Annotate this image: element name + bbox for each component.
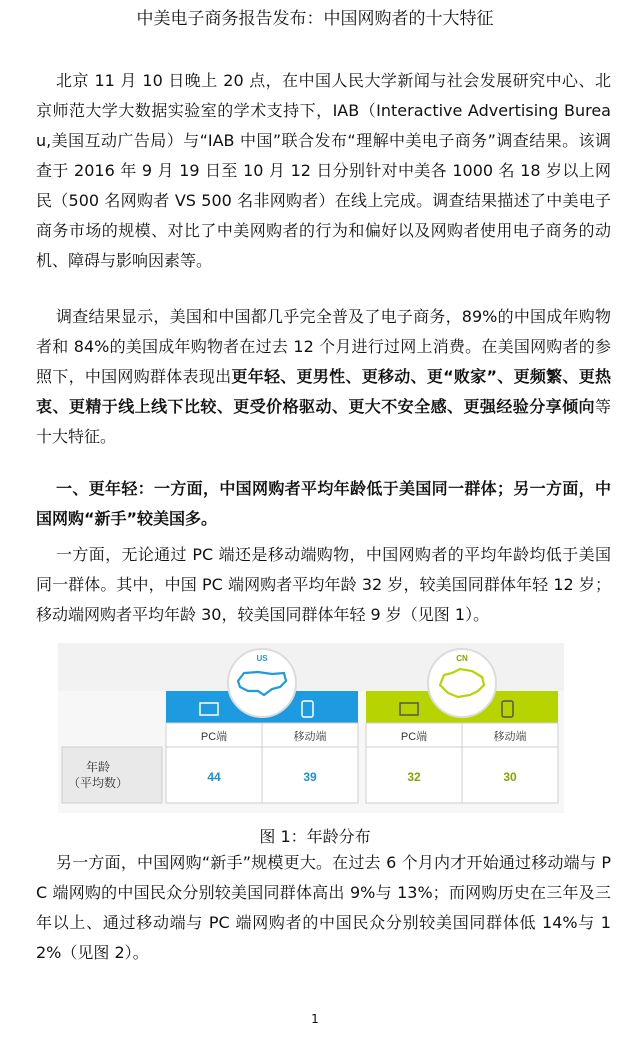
value-us-pc: 44 — [207, 770, 221, 784]
page-number: 1 — [311, 1012, 319, 1026]
value-cn-pc: 32 — [407, 770, 421, 784]
results-text-c: 等十大特征。 — [36, 397, 611, 446]
row-label-average: （平均数） — [67, 776, 129, 790]
col-cn-mobile: 移动端 — [493, 731, 527, 743]
figure-caption: 图 1：年龄分布 — [259, 827, 371, 846]
paragraph-survey-results — [36, 302, 611, 452]
row-label-age: 年龄 — [85, 760, 111, 774]
section-heading-younger: 一、更年轻：一方面，中国网购者平均年龄低于美国同一群体；另一方面，中国网购“新手”较美国多。 — [36, 479, 611, 528]
paragraph-intro: 北京 11 月 10 日晚上 20 点，在中国人民大学新闻与社会发展研究中心、北京师范大学大数据实验室的学术支持下，IAB（Interactive Advertising Bureau,美国互动广告局）与“IAB 中国”联合发布“理解中美电子商务”调查结果。该调查于 2016 年 9 月 19 日至 10 月 12 日分别针对中美各 1000 名 18 岁以上网民（500 名网购者 VS 500 名非网购者）在线上完成。调查结果描述了中美电子商务市场的规模、对比了中美网购者的行为和偏好以及网购者使用电子商务的动机、障碍与影响因素等。 — [36, 71, 611, 270]
age-distribution-figure — [58, 643, 564, 813]
cn-label: CN — [456, 654, 468, 663]
document-title: 中美电子商务报告发布：中国网购者的十大特征 — [136, 9, 494, 29]
ten-features-text: 更年轻、更男性、更移动、更“败家”、更频繁、更热衷、更精于线上线下比较、更受价格驱动、更大不安全感、更强经验分享倾向 — [36, 367, 611, 416]
col-us-mobile: 移动端 — [293, 731, 327, 743]
col-cn-pc: PC端 — [400, 731, 428, 743]
age-table-graphic — [58, 643, 564, 813]
col-us-pc: PC端 — [200, 731, 228, 743]
paragraph-newcomers: 另一方面，中国网购“新手”规模更大。在过去 6 个月内才开始通过移动端与 PC 端网购的中国民众分别较美国同群体高出 9%与 13%；而网购历史在三年及三年以上、通过移动端与 PC 端网购者的中国民众分别较美国同群体低 14%与 12%（见图 2）。 — [36, 853, 611, 962]
us-label: US — [256, 654, 268, 663]
value-us-mobile: 39 — [303, 770, 317, 784]
paragraph-age-comparison: 一方面，无论通过 PC 端还是移动端购物，中国网购者的平均年龄均低于美国同一群体。其中，中国 PC 端网购者平均年龄 32 岁，较美国同群体年轻 12 岁；移动端网购者平均年龄 30，较美国同群体年轻 9 岁（见图 1）。 — [36, 545, 611, 624]
value-cn-mobile: 30 — [503, 770, 517, 784]
results-text-a: 调查结果显示，美国和中国都几乎完全普及了电子商务，89%的中国成年购物者和 84%的美国成年购物者在过去 12 个月进行过网上消费。在美国网购者的参照下，中国网购群体表现出 — [36, 307, 611, 386]
